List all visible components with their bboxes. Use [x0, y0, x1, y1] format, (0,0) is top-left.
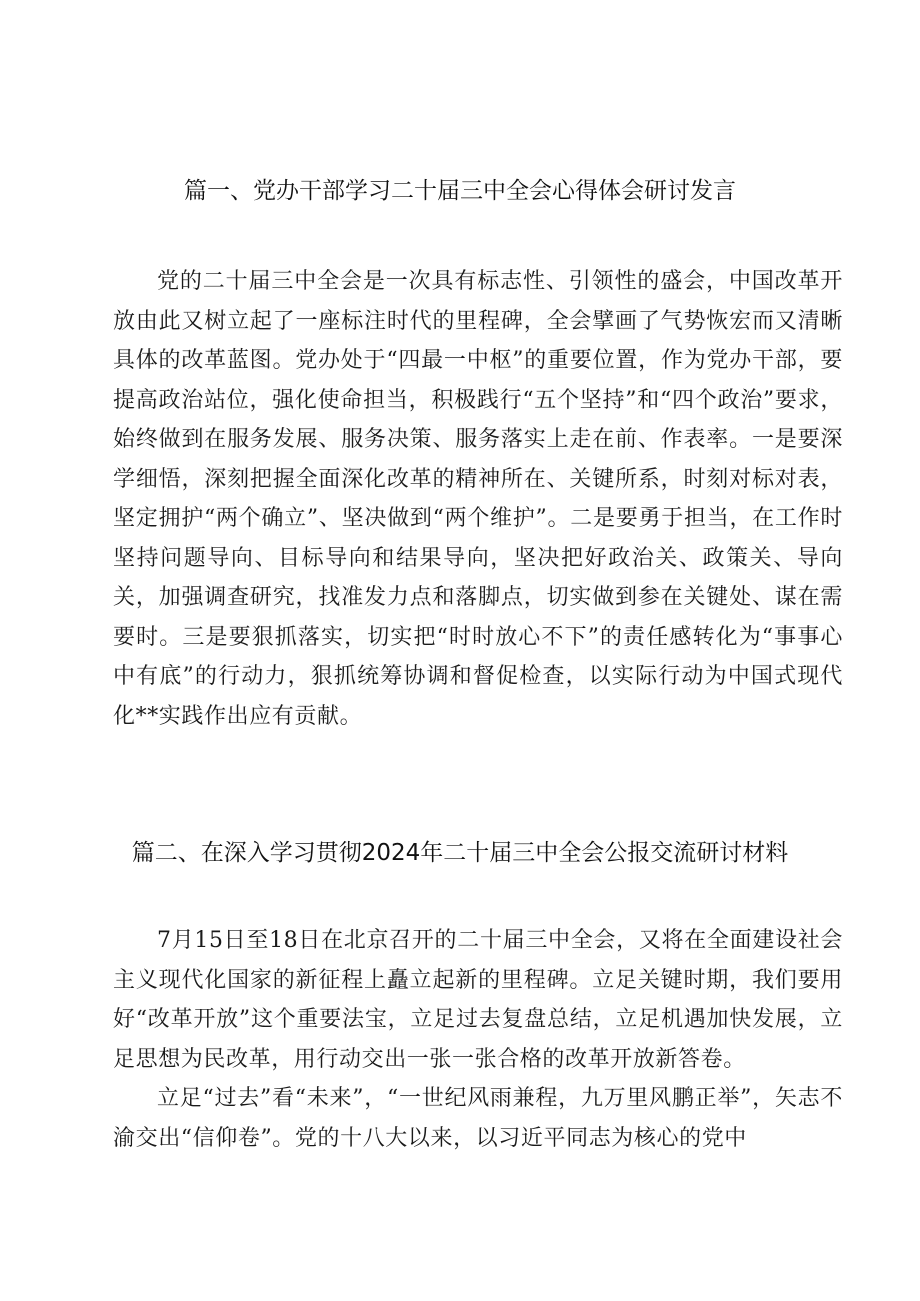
section-1-title: 篇一、党办干部学习二十届三中全会心得体会研讨发言: [184, 178, 736, 204]
section-2-paragraph-1: 7月15日至18日在北京召开的二十届三中全会，又将在全面建设社会主义现代化国家的新征程上矗立起新的里程碑。立足关键时期，我们要用好“改革开放”这个重要法宝，立足过去复盘总结，立足机遇加快发展，立足思想为民改革，用行动交出一张一张合格的改革开放新答卷。: [113, 928, 843, 1072]
section-2-paragraph-2: 立足“过去”看“未来”，“一世纪风雨兼程，九万里风鹏正举”，矢志不渝交出“信仰卷”。党的十八大以来，以习近平同志为核心的党中: [113, 1086, 843, 1151]
section-2-title: 篇二、在深入学习贯彻2024年二十届三中全会公报交流研讨材料: [131, 840, 789, 866]
section-1-paragraph: 党的二十届三中全会是一次具有标志性、引领性的盛会，中国改革开放由此又树立起了一座标注时代的里程碑，全会擘画了气势恢宏而又清晰具体的改革蓝图。党办处于“四最一中枢”的重要位置，作为党办干部，要提高政治站位，强化使命担当，积极践行“五个坚持”和“四个政治”要求，始终做到在服务发展、服务决策、服务落实上走在前、作表率。一是要深学细悟，深刻把握全面深化改革的精神所在、关键所系，时刻对标对表，坚定拥护“两个确立”、坚决做到“两个维护”。二是要勇于担当，在工作时坚持问题导向、目标导向和结果导向，坚决把好政治关、政策关、导向关，加强调查研究，找准发力点和落脚点，切实做到参在关键处、谋在需要时。三是要狠抓落实，切实把“时时放心不下”的责任感转化为“事事心中有底”的行动力，狠抓统筹协调和督促检查，以实际行动为中国式现代化**实践作出应有贡献。: [113, 269, 843, 729]
